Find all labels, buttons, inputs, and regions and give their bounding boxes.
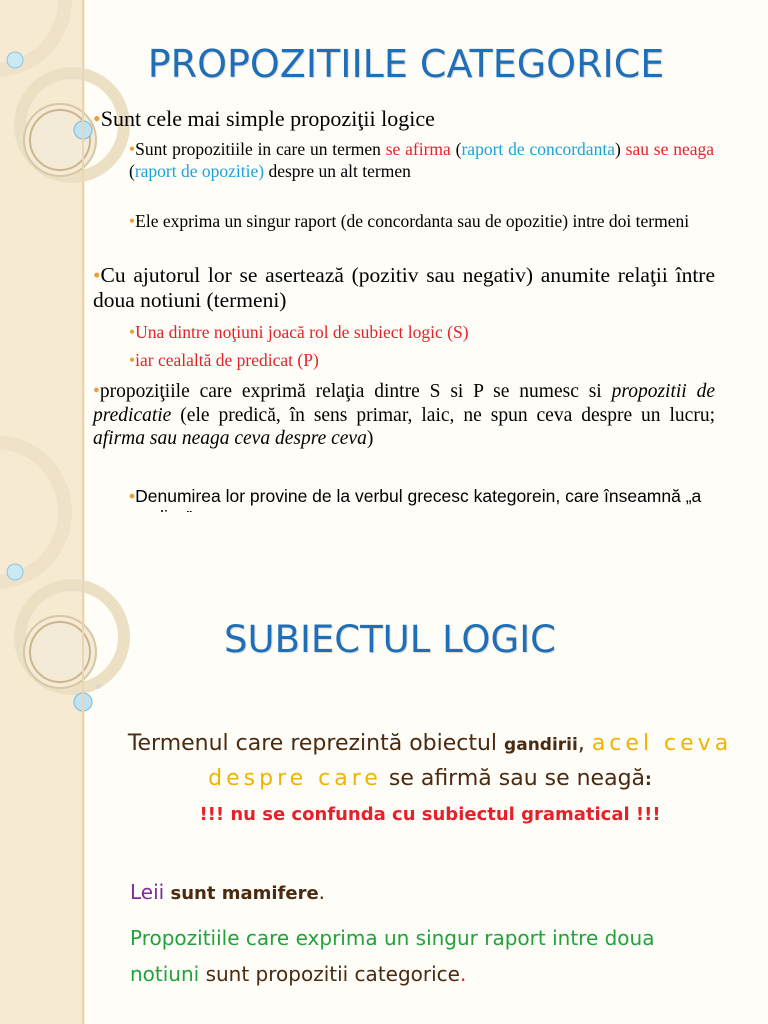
text: propoziţiile care exprimă relaţia dintre S si P se numesc si — [99, 381, 612, 402]
bullet-2b — [129, 350, 714, 371]
text: Termenul care reprezintă obiectul — [127, 731, 505, 756]
text: se afirmă sau se neagă — [381, 766, 646, 791]
text-blue: raport de opozitie) — [134, 160, 265, 181]
bullet-dot: • — [93, 106, 101, 131]
text-bold: : — [645, 770, 652, 790]
text-bold: gandirii — [504, 735, 578, 755]
text: despre un alt termen — [264, 160, 411, 181]
sidebar-divider — [82, 512, 84, 1024]
text: , — [577, 731, 592, 756]
bullet-1 — [93, 106, 723, 132]
example-2 — [130, 920, 690, 992]
text: . — [459, 962, 467, 986]
bullet-text: Denumirea lor provine de la verbul grecesc kategorein, care înseamnă „a — [135, 486, 702, 506]
section-title: SUBIECTUL LOGIC — [224, 618, 556, 661]
text: ) — [614, 139, 626, 159]
bullet-text: Sunt cele mai simple propoziţii logice — [100, 106, 435, 131]
text-italic: propozitii de predicatie — [93, 381, 715, 426]
bullet-dot: • — [129, 211, 136, 231]
text-bold: sunt propozitii categorice — [199, 962, 460, 986]
text: ( — [129, 160, 135, 181]
bullet-1a — [129, 139, 714, 182]
bullet-dot: • — [129, 486, 136, 506]
example-1 — [130, 880, 325, 904]
text: (ele predică, în sens primar, laic, ne spun ceva despre un lucru; — [171, 404, 715, 426]
definition-text — [110, 727, 750, 797]
sidebar-divider — [82, 0, 84, 512]
text: ) — [366, 428, 374, 449]
text-green: Propozitiile care exprima un singur raport intre doua notiuni — [130, 926, 655, 986]
text-red: se afirma — [385, 139, 451, 159]
text: ( — [450, 139, 462, 159]
bullet-dot: • — [93, 263, 101, 287]
bullet-text: iar cealaltă de predicat (P) — [135, 350, 319, 370]
small-bullet: ◦ — [95, 680, 103, 694]
text-blue: raport de concordanta — [461, 139, 615, 159]
bullet-dot: • — [129, 350, 136, 370]
bullet-dot: • — [93, 381, 100, 402]
bullet-text: Ele exprima un singur raport (de concordanta sau de opozitie) intre doi termeni — [135, 211, 690, 231]
warning-text: !!! nu se confunda cu subiectul gramatical !!! — [199, 804, 661, 825]
bullet-3 — [93, 380, 715, 451]
text: Sunt propozitiile in care un termen — [135, 139, 386, 159]
bullet-text: Una dintre noţiuni joacă rol de subiect logic (S) — [135, 322, 469, 342]
bullet-dot: • — [129, 139, 136, 159]
text-italic: afirma sau neaga ceva despre ceva — [93, 428, 367, 449]
text-red: sau se neaga — [625, 139, 715, 159]
page-title: PROPOZITIILE CATEGORICE — [147, 42, 665, 86]
text-bold: sunt mamifere — [164, 883, 319, 904]
text-purple: Leii — [130, 880, 165, 904]
bullet-dot: • — [129, 322, 136, 342]
bullet-text: Cu ajutorul lor se asertează (pozitiv sau negativ) anumite relaţii între doua notiuni (termeni) — [93, 263, 715, 312]
text: . — [318, 880, 326, 904]
slide-2 — [0, 512, 768, 1024]
bullet-2 — [93, 263, 715, 313]
text-gold: acel ceva despre care — [208, 731, 733, 791]
bullet-1b — [129, 211, 714, 233]
bullet-2a — [129, 322, 714, 343]
